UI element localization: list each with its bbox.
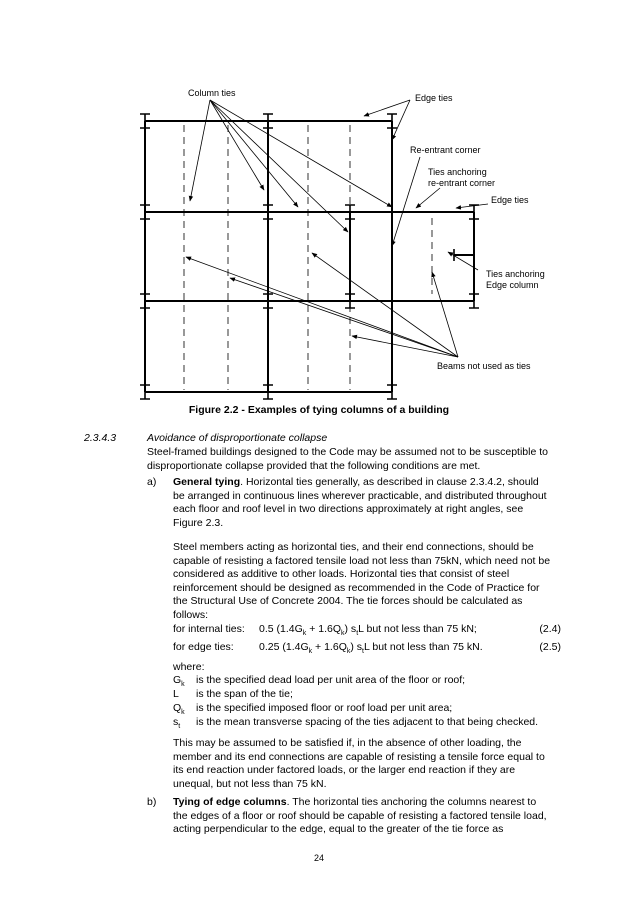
item-b-para1 — [173, 796, 561, 837]
tie-grid — [145, 121, 474, 392]
text-line: the Structural Use of Concrete 2004. The tie forces should be calculated as — [173, 595, 523, 607]
column-symbols — [140, 114, 479, 399]
equation-label: for internal ties: — [173, 623, 245, 635]
text-line: the edges of a floor or roof should be capable of resisting a factored tensile load, — [173, 809, 547, 822]
text-line: Steel members acting as horizontal ties, and their end connections, should be — [173, 541, 534, 553]
clause-title: Avoidance of disproportionate collapse — [147, 432, 328, 444]
equation-expression: 0.5 $(1.4G_k + 1.6Q_k)$ $s_tL$ but not less than 75 kN; — [259, 623, 477, 638]
intro-line: disproportionate collapse provided that the following conditions are met. — [147, 459, 481, 472]
label-edge-ties-top: Edge ties — [415, 93, 453, 103]
label-edge-ties-right: Edge ties — [491, 195, 529, 205]
text-line: be arranged in continuous lines wherever practicable, and distributed throughout — [173, 489, 547, 502]
text-line: member and its end connections are capable of resisting a tensile force equal to — [173, 750, 545, 763]
clause-intro — [147, 446, 561, 473]
dashed-beams — [184, 125, 432, 390]
equation-label: for edge ties: — [173, 641, 234, 653]
text-line: its end reaction under factored loads, or the larger end reaction if they are — [173, 764, 516, 776]
label-ties-anchoring-edge-1: Ties anchoring — [486, 269, 545, 279]
text-line: reinforcement should be designed as recommended in the Code of Practice for — [173, 581, 540, 594]
text-line: Figure 2.3. — [173, 516, 224, 529]
label-reentrant-corner: Re-entrant corner — [410, 145, 481, 155]
equation-expression: 0.25 $(1.4G_k + 1.6Q_k)$ $s_tL$ but not less than 75 kN. — [259, 641, 483, 656]
text-line: capable of resisting a factored tensile load not less than 75kN, which need not be — [173, 554, 551, 567]
item-a-letter: a) — [147, 476, 157, 488]
text-line: each floor and roof level in two directions approximately at right angles, see — [173, 503, 524, 515]
label-ties-anchoring-reentrant-2: re-entrant corner — [428, 178, 496, 188]
page-number: 24 — [313, 853, 324, 863]
document-page: Column ties Edge ties Re-entrant corner Ties anchoring re-entrant corner Edge ties Ties anchoring Edge column Beams not used as ties Figure 2.2 - Examples of tying columns of a building 2.3.4.3 Avoidance of disproportionate collapse Steel-framed buildings designed to the Code may be assumed not to be susceptible to disproportionate collapse provided that the following conditions are met. a) General tying. Horizontal ties generally, as described in clause 2.3.4.2, should be arranged in continuous lines wherever practicable, and distributed throughout each floor and roof level in two directions approximately at right angles, see Figure 2.3. Steel members acting as horizontal ties, and their end connections, should be capable of resisting a factored tensile load not less than 75kN, which need not be considered as additive to other loads. Horizontal ties that consist of steel reinforcement should be designed as recommended in the Code of Practice for the Structural Use of Concrete 2004. The tie forces should be calculated as follows: for internal ties: 0.5 $(1.4G_k + 1.6Q_k)$ $s_tL$ but not less than 75 kN; (2.4) for edge ties: 0.25 $(1.4G_k + 1.6Q_k)$ $s_tL$ but not less than 75 kN. (2.5) where: $G_k$ is the specified dead load per unit area of the floor or roof; L is the span of the tie; $Q_k$ is the specified imposed floor or roof load per unit area; $s_t$ is the mean transverse spacing of the ties adjacent to that being checked. This may be assumed to be satisfied if, in the absence of other loading, the member and its end connections are capable of resisting a tensile force equal to its end reaction under factored loads, or the larger end reaction if they are unequal, but not less than 75 kN. b) Tying of edge columns. The horizontal ties anchoring the columns nearest to the edges of a floor or roof should be capable of resisting a factored tensile load, acting perpendicular to the edge, equal to the greater of the tie force as 24 — [0, 0, 638, 903]
item-a-para3 — [173, 737, 561, 791]
text-line: follows: — [173, 608, 209, 621]
item-b-letter: b) — [147, 796, 157, 808]
where-label: where: — [173, 661, 205, 673]
clause-number: 2.3.4.3 — [84, 432, 117, 444]
text-line: This may be assumed to be satisfied if, in the absence of other loading, the — [173, 737, 522, 749]
equation-number: (2.4) — [539, 623, 561, 635]
text-line: unequal, but not less than 75 kN. — [173, 777, 327, 790]
item-a-para1 — [173, 476, 561, 530]
tying-columns-figure — [0, 0, 638, 400]
text-line: . Horizontal ties generally, as described in clause 2.3.4.2, should — [240, 476, 539, 488]
item-a-para2 — [173, 541, 561, 622]
text-line: . The horizontal ties anchoring the columns nearest to — [286, 796, 537, 808]
label-column-ties: Column ties — [188, 88, 236, 98]
intro-line: Steel-framed buildings designed to the Code may be assumed not to be susceptible to — [147, 446, 548, 458]
figure-caption: Figure 2.2 - Examples of tying columns of a building — [188, 404, 450, 416]
equation-number: (2.5) — [539, 641, 561, 653]
label-ties-anchoring-edge-2: Edge column — [486, 280, 539, 290]
label-beams-not-used: Beams not used as ties — [437, 361, 531, 371]
item-a-heading: General tying — [173, 476, 241, 488]
text-line: considered as additive to other loads. Horizontal ties that consist of steel — [173, 568, 510, 580]
leader-arrows — [186, 100, 488, 357]
label-ties-anchoring-reentrant-1: Ties anchoring — [428, 167, 487, 177]
text-line: acting perpendicular to the edge, equal to the greater of the tie force as — [173, 823, 504, 835]
item-b-heading: Tying of edge columns — [173, 796, 287, 808]
